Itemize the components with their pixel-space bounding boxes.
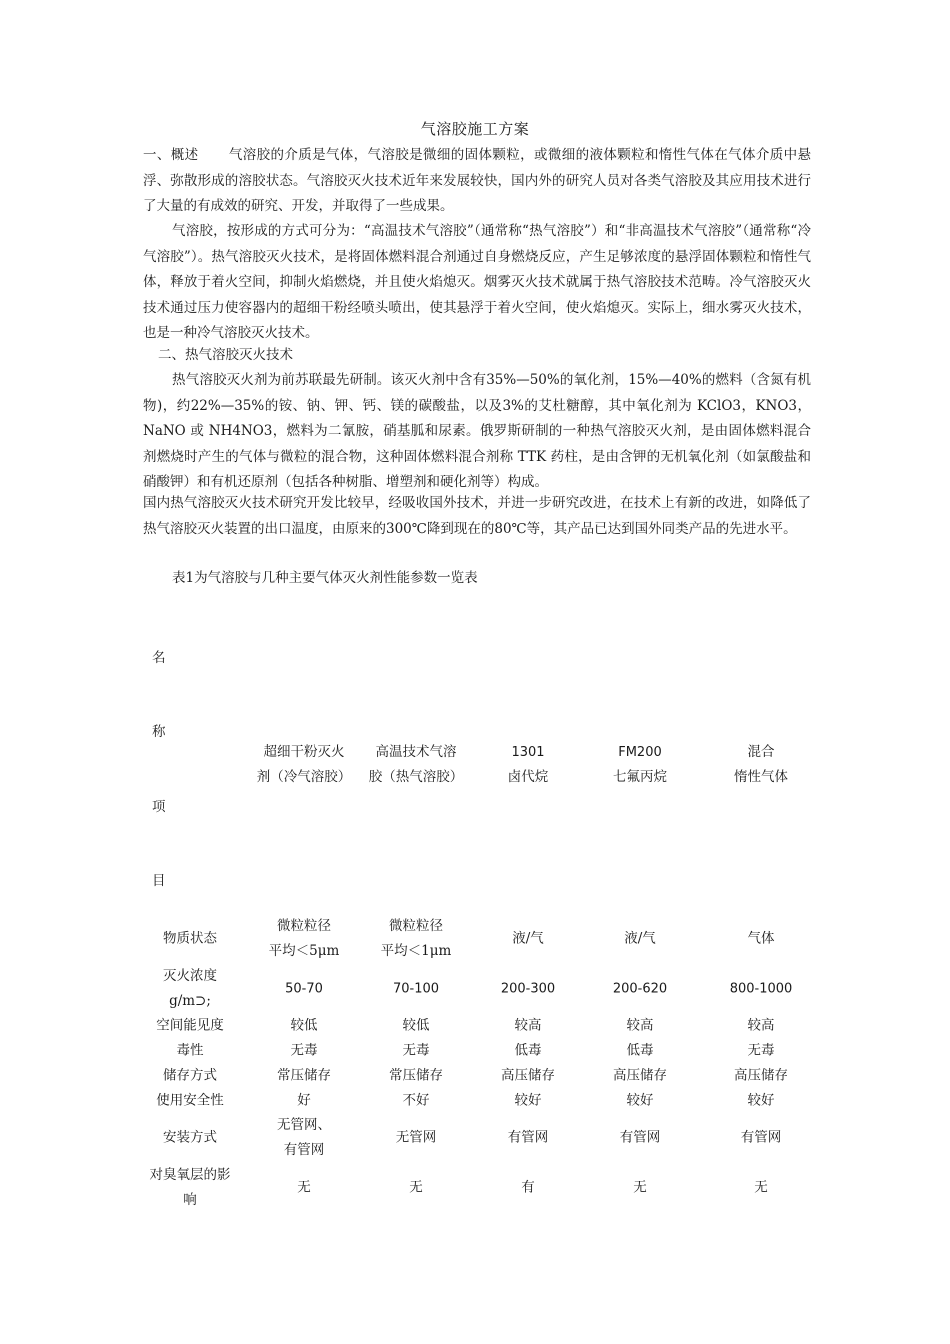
table-cell xyxy=(754,1176,768,1201)
table-cell xyxy=(748,927,775,952)
overview-paragraph xyxy=(143,143,811,220)
table-row-label-line: 空间能见度 xyxy=(156,1017,224,1034)
table-row-label-line: 物质状态 xyxy=(163,930,217,947)
table-row-label-line: 毒性 xyxy=(176,1042,204,1059)
table-row-label xyxy=(156,1089,224,1114)
table-cell xyxy=(521,1176,535,1201)
table-cell-line: 有管网 xyxy=(283,1142,325,1158)
table-cell-line: 无毒 xyxy=(402,1042,430,1059)
table-cell xyxy=(512,927,544,952)
table-cell xyxy=(393,977,439,1002)
table-cell-line: 高压储存 xyxy=(734,1067,788,1084)
table-row-label-line: 使用安全性 xyxy=(156,1092,224,1109)
table-cell-line: 无毒 xyxy=(290,1042,318,1059)
table-header-cell-line: 超细干粉灭火 xyxy=(263,744,345,760)
table-cell-line: 好 xyxy=(297,1092,311,1109)
table-cell-line: 无管网、 xyxy=(277,1117,331,1133)
table-cell-line: 较好 xyxy=(626,1092,654,1109)
table-cell xyxy=(515,1089,542,1114)
table-cell-line: 低毒 xyxy=(626,1042,654,1059)
table-cell-line: 有 xyxy=(521,1179,535,1196)
table-header-cell-line: FM200 xyxy=(618,745,662,760)
table-cell xyxy=(277,1113,331,1163)
table-header-cell-line: 惰性气体 xyxy=(734,769,788,785)
table-cell-line: 常压储存 xyxy=(277,1067,331,1084)
table-cell xyxy=(627,1089,654,1114)
table-cell-line: 高压储存 xyxy=(501,1067,555,1084)
table-cell-line: 较高 xyxy=(747,1017,775,1034)
table-cell xyxy=(515,1014,542,1039)
table-row-label xyxy=(156,1014,224,1039)
table-cell-line: 平均＜1μm xyxy=(380,943,452,959)
table-row-label xyxy=(150,1163,231,1213)
table-row-label xyxy=(163,1064,217,1089)
section-1-label: 一、概述 xyxy=(143,147,199,163)
table-caption: 表1为气溶胶与几种主要气体灭火剂性能参数一览表 xyxy=(172,570,478,586)
table-header-cell xyxy=(508,740,549,790)
table-cell xyxy=(501,977,555,1002)
table-cell-line: 有管网 xyxy=(619,1129,661,1146)
table-cell xyxy=(285,977,323,1002)
table-cell-line: 70-100 xyxy=(392,981,440,997)
table-header-cell-line: 混合 xyxy=(747,744,775,760)
table-cell xyxy=(396,1126,437,1151)
table-cell-line: 200-300 xyxy=(500,981,556,997)
table-cell xyxy=(297,1176,311,1201)
table-cell xyxy=(748,1014,775,1039)
table-corner-char: 目 xyxy=(152,873,166,889)
table-row-label-line: 储存方式 xyxy=(163,1067,217,1084)
table-cell-line: 较低 xyxy=(402,1017,430,1034)
table-cell-line: 较好 xyxy=(514,1092,542,1109)
hot-aerosol-paragraph: 热气溶胶灭火剂为前苏联最先研制。该灭火剂中含有35%—50%的氧化剂，15%—40%的燃料（含氮有机物)，约22%—35%的铵、钠、钾、钙、镁的碳酸盐，以及3%的艾杜糖醇，其中氧化剂为 KClO3，KNO3，NaNO 或 NH4NO3，燃料为二氰胺，硝基胍和尿素。俄罗斯研制的一种热气溶胶灭火剂，是由固体燃料混合剂燃烧时产生的气体与微粒的混合物，这种固体燃料混合剂称 TTK 药柱，是由含钾的无机氧化剂（如氯酸盐和硝酸钾）和有机还原剂（包括各种树脂、增塑剂和硬化剂等）构成。 xyxy=(143,372,811,490)
table-cell-line: 有管网 xyxy=(740,1129,782,1146)
table-cell xyxy=(633,1176,647,1201)
table-cell xyxy=(409,1176,423,1201)
table-cell xyxy=(508,1126,549,1151)
table-cell-line: 无 xyxy=(297,1179,311,1196)
table-cell-line: 平均＜5μm xyxy=(268,943,340,959)
table-cell xyxy=(501,1064,555,1089)
table-corner-char: 项 xyxy=(152,799,166,815)
table-cell xyxy=(624,927,656,952)
domestic-research-paragraph: 国内热气溶胶灭火技术研究开发比较早，经吸收国外技术，并进一步研究改进，在技术上有新的改进，如降低了热气溶胶灭火装置的出口温度，由原来的300℃降到现在的80℃等，其产品已达到国外同类产品的先进水平。 xyxy=(143,495,811,537)
table-cell-line: 不好 xyxy=(402,1092,430,1109)
table-cell xyxy=(734,1064,788,1089)
table-cell xyxy=(297,1089,311,1114)
table-row-label-line: 安装方式 xyxy=(163,1129,217,1146)
table-header-cell-line: 卤代烷 xyxy=(507,769,549,785)
table-cell xyxy=(748,1039,775,1064)
table-cell xyxy=(403,1089,430,1114)
table-cell-line: 液/气 xyxy=(624,930,656,947)
table-cell-line: 无管网 xyxy=(395,1129,437,1146)
table-header-cell-line: 胶（热气溶胶） xyxy=(368,769,464,785)
table-cell-line: 无 xyxy=(409,1179,423,1196)
table-header-cell-line: 1301 xyxy=(511,745,545,760)
table-cell-line: 有管网 xyxy=(507,1129,549,1146)
table-header-cell-line: 高温技术气溶 xyxy=(375,744,457,760)
table-corner-char: 名 xyxy=(152,650,166,666)
table-cell-line: 无 xyxy=(633,1179,647,1196)
table-row-label xyxy=(163,927,217,952)
table-row-label-line: 灭火浓度 xyxy=(163,968,217,984)
table-cell xyxy=(620,1126,661,1151)
table-row-label xyxy=(163,964,217,1014)
table-cell-line: 较好 xyxy=(747,1092,775,1109)
table-cell xyxy=(627,1039,654,1064)
table-cell-line: 气体 xyxy=(747,930,775,947)
table-cell xyxy=(730,977,793,1002)
table-cell xyxy=(381,914,452,964)
table-row-label xyxy=(177,1039,204,1064)
table-header-cell xyxy=(257,740,352,790)
table-header-cell xyxy=(734,740,788,790)
table-header-cell xyxy=(369,740,464,790)
table-cell-line: 800-1000 xyxy=(729,981,793,997)
table-cell xyxy=(269,914,340,964)
table-cell xyxy=(515,1039,542,1064)
table-cell-line: 较高 xyxy=(514,1017,542,1034)
table-cell xyxy=(291,1014,318,1039)
table-header-cell-line: 七氟丙烷 xyxy=(613,769,667,785)
table-cell xyxy=(291,1039,318,1064)
table-cell xyxy=(277,1064,331,1089)
table-cell-line: 微粒粒径 xyxy=(388,918,443,934)
table-header-cell xyxy=(613,740,667,790)
table-cell xyxy=(389,1064,443,1089)
section-2-heading: 二、热气溶胶灭火技术 xyxy=(158,347,293,363)
table-cell xyxy=(627,1014,654,1039)
overview-text: 气溶胶的介质是气体，气溶胶是微细的固体颗粒，或微细的液体颗粒和惰性气体在气体介质中悬浮、弥散形成的溶胶状态。气溶胶灭火技术近年来发展较快，国内外的研究人员对各类气溶胶及其应用技术进行了大量的有成效的研究、开发，并取得了一些成果。 xyxy=(143,147,812,214)
table-cell-line: 200-620 xyxy=(612,981,668,997)
table-cell xyxy=(613,1064,667,1089)
table-cell-line: 微粒粒径 xyxy=(276,918,331,934)
table-cell-line: 高压储存 xyxy=(613,1067,667,1084)
table-cell-line: 低毒 xyxy=(514,1042,542,1059)
table-cell xyxy=(748,1089,775,1114)
table-row-label-line: 对臭氧层的影 xyxy=(149,1167,231,1183)
table-cell xyxy=(613,977,667,1002)
table-cell-line: 较低 xyxy=(290,1017,318,1034)
classification-paragraph: 气溶胶，按形成的方式可分为：“高温技术气溶胶”（通常称“热气溶胶”）和“非高温技术气溶胶”（通常称“冷气溶胶”）。热气溶胶灭火技术，是将固体燃料混合剂通过自身燃烧反应，产生足够浓度的悬浮固体颗粒和惰性气体，释放于着火空间，抑制火焰燃烧，并且使火焰熄灭。烟雾灭火技术就属于热气溶胶技术范畴。冷气溶胶灭火技术通过压力使容器内的超细干粉经喷头喷出，使其悬浮于着火空间，使火焰熄灭。实际上，细水雾灭火技术，也是一种冷气溶胶灭火技术。 xyxy=(143,223,811,341)
table-cell-line: 无 xyxy=(754,1179,768,1196)
table-cell-line: 50-70 xyxy=(285,981,323,997)
table-header-cell-line: 剂（冷气溶胶） xyxy=(256,769,352,785)
table-cell xyxy=(403,1014,430,1039)
table-cell-line: 无毒 xyxy=(747,1042,775,1059)
table-cell-line: 较高 xyxy=(626,1017,654,1034)
table-row-label-line: g/m⊃; xyxy=(169,993,211,1009)
table-corner-char: 称 xyxy=(152,724,166,740)
table-cell-line: 液/气 xyxy=(512,930,544,947)
table-row-label xyxy=(163,1126,217,1151)
table-cell-line: 常压储存 xyxy=(389,1067,443,1084)
page-title: 气溶胶施工方案 xyxy=(420,120,530,138)
table-row-label-line: 响 xyxy=(183,1192,197,1208)
table-cell xyxy=(741,1126,782,1151)
table-cell xyxy=(403,1039,430,1064)
